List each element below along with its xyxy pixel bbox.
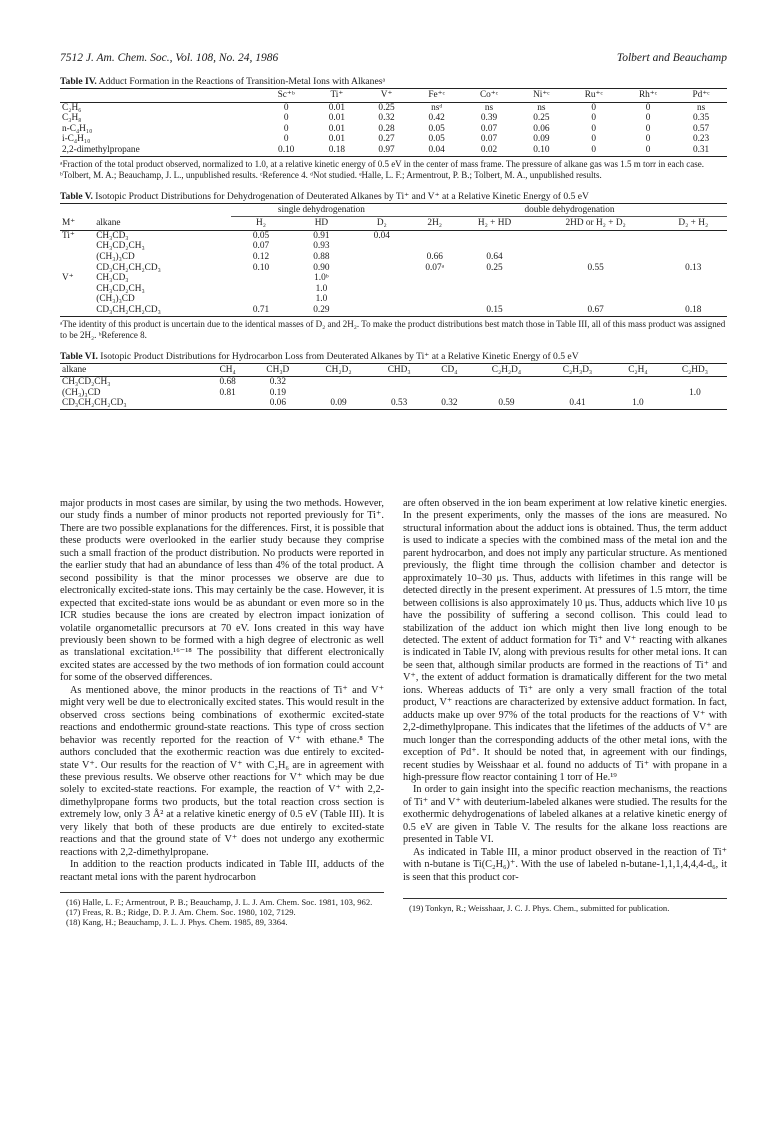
table-row [60, 134, 727, 145]
table-cell: CH₃CD₂CH₃ [96, 283, 145, 294]
table-cell [352, 273, 412, 284]
table-cell [412, 230, 457, 241]
paragraph: As indicated in Table III, a minor product observed in the reaction of Ti⁺ with n-butane is Ti(C₂H₆)⁺. With the use of labeled n-butane-1,1,1,4,4,4-d₆, it is seen that this product cor- [403, 846, 727, 883]
table-cell [412, 241, 457, 252]
paragraph: In order to gain insight into the specific reaction mechanisms, the reactions of Ti⁺ and V⁺ with deuterium-labeled alkanes were studied. The results for the exothermic dehydrogenations of labeled alkanes at a relative kinetic energy of 0.5 eV are given in Table V. The results for the alkane loss reactions are presented in Table VI. [403, 784, 727, 846]
table-cell: 0 [591, 134, 597, 145]
table-cell: 0.01 [328, 102, 345, 113]
table-cell: 0 [645, 134, 651, 145]
table-cell: 0.23 [692, 134, 710, 145]
table-iv-caption: Table IV. Adduct Formation in the Reactions of Transition-Metal Ions with Alkanesᵃ [60, 76, 386, 87]
table-cell: 0 [283, 102, 289, 113]
table-cell: (CH₃)₃CD [96, 294, 135, 305]
table-cell: 0 [567, 145, 621, 156]
table-cell [542, 388, 613, 399]
table-cell [428, 377, 471, 388]
table-cell [663, 398, 727, 409]
column-header: Rh⁺ᶜ [621, 89, 675, 103]
column-header: C₂HD₃ [663, 363, 727, 377]
column-header: CHD₃ [371, 363, 428, 377]
table-cell: 0.25 [486, 262, 503, 273]
table-cell: CD₃CH₂CH₂CD₃ [60, 398, 206, 409]
table-row [60, 230, 727, 241]
paragraph: In addition to the reaction products indicated in Table III, adducts of the reactant metal ions with the parent hydrocarbon [60, 859, 384, 883]
table-v-grid [60, 203, 727, 317]
table-cell: 0.10 [252, 262, 270, 273]
table-cell: ns [484, 102, 494, 113]
table-cell: 0.06 [249, 398, 306, 409]
table-v-footnote: ᵃThe identity of this product is uncertain due to the identical masses of D₂ and 2H₂. To make the product distributions best match those in Table III, all of this mass product was assigned to be 2H₂. ᵇReference 8. [60, 318, 726, 340]
table-cell: 0.07ᵃ [425, 262, 445, 273]
table-cell [532, 294, 660, 305]
table-cell: 1.0 [315, 294, 328, 305]
table-cell: 0.35 [692, 113, 710, 124]
table-cell: C₃H₈ [62, 113, 82, 124]
column-header: 2H₂ [412, 217, 457, 231]
table-cell [352, 305, 412, 316]
table-cell [371, 377, 428, 388]
table-cell: 0.90 [313, 262, 330, 273]
table-cell: 0.91 [313, 230, 330, 241]
table-cell: 0.15 [457, 305, 531, 316]
table-cell [60, 241, 94, 252]
table-row [60, 252, 727, 263]
table-cell: 0 [283, 113, 289, 124]
table-cell: (CH₃)₃CD [96, 251, 135, 262]
table-row [60, 263, 727, 274]
table-cell: ns [537, 102, 546, 113]
table-row [60, 102, 727, 113]
table-cell: 0.93 [313, 241, 330, 252]
reference: (18) Kang, H.; Beauchamp, J. L. J. Phys. Chem. 1985, 89, 3364. [66, 917, 288, 928]
table-row [60, 241, 727, 252]
table-cell: 0.29 [291, 305, 351, 316]
table-cell [231, 284, 291, 295]
table-cell: 0.12 [252, 251, 270, 262]
table-row [60, 113, 727, 124]
table-cell [471, 377, 542, 388]
table-cell [542, 377, 613, 388]
table-cell [306, 388, 370, 399]
table-cell: 0.07 [480, 123, 498, 134]
column-header: CH₄ [206, 363, 249, 377]
table-iv-footnote: ᵃFraction of the total product observed, normalized to 1.0, at a relative kinetic energy of 0.5 eV in the center of mass frame. The pressure of alkane gas was 1.5 m torr in each case. ᵇTolbert, M. A.; Beauchamp, J. L., unpublished results. ᶜReference 4. ᵈNot studied. ᵉHalle, L. F.; Armentrout, P. B.; Tolbert, M. A., unpublished results. [60, 158, 704, 180]
table-row [60, 145, 727, 156]
column-header: alkane [60, 363, 206, 377]
column-header: alkane [94, 217, 231, 231]
table-row [60, 273, 727, 284]
table-iv-grid [60, 88, 727, 157]
table-cell [532, 273, 660, 284]
table-cell: 0.39 [480, 113, 498, 124]
table-row [60, 284, 727, 295]
table-cell: CH₃CD₂CH₃ [62, 377, 111, 388]
table-cell: 0.09 [533, 134, 550, 145]
column-header: V⁺ [362, 89, 412, 103]
right-column [403, 498, 727, 928]
table-cell: CH₃CD₃ [96, 230, 129, 241]
table-cell: CH₃CD₂CH₃ [96, 241, 145, 252]
table-cell: 0.27 [378, 134, 395, 145]
column-header: Ni⁺ᶜ [516, 89, 566, 103]
table-cell [352, 241, 412, 252]
table-row [60, 398, 727, 409]
table-cell: 0 [645, 113, 651, 124]
journal-page [60, 52, 727, 410]
table-cell: 1.0ᵇ [314, 273, 329, 284]
table-row [60, 305, 727, 316]
table-cell: 0.59 [471, 398, 542, 409]
table-cell [231, 294, 291, 305]
table-cell [352, 294, 412, 305]
table-cell: 0.10 [516, 145, 566, 156]
footnote-references-left [60, 892, 384, 928]
table-row [60, 377, 727, 388]
table-cell: 0.18 [312, 145, 362, 156]
table-cell [371, 388, 428, 399]
table-cell: CD₃CH₂CH₂CD₃ [94, 305, 231, 316]
column-header: C₂H₄ [613, 363, 663, 377]
table-cell: 0.81 [219, 387, 236, 398]
reference: (19) Tonkyn, R.; Weisshaar, J. C. J. Phys. Chem., submitted for publication. [409, 903, 670, 914]
table-cell [412, 284, 457, 295]
table-cell: 0.10 [260, 145, 312, 156]
table-cell [457, 294, 531, 305]
column-header: HD [291, 217, 351, 231]
table-vi-caption: Table VI. Isotopic Product Distributions for Hydrocarbon Loss from Deuterated Alkanes by Ti⁺ at a Relative Kinetic Energy of 0.5 eV [60, 350, 579, 362]
column-header: Ru⁺ᶜ [567, 89, 621, 103]
left-column [60, 498, 384, 928]
table-cell [663, 377, 727, 388]
table-cell: 0.25 [378, 102, 395, 113]
running-header [60, 52, 727, 70]
table-cell: 0.19 [269, 387, 286, 398]
table-cell [412, 273, 457, 284]
table-cell: 0.04 [411, 145, 461, 156]
column-header: 2HD or H₂ + D₂ [532, 217, 660, 231]
column-header: Sc⁺ᵇ [260, 89, 312, 103]
table-cell [532, 241, 660, 252]
table-row [60, 294, 727, 305]
column-header: D₂ [352, 217, 412, 231]
column-header: D₂ + H₂ [660, 217, 727, 231]
table-cell [660, 294, 727, 305]
table-cell: 0.71 [231, 305, 291, 316]
table-cell: 0.04 [373, 230, 390, 241]
table-cell [660, 241, 727, 252]
table-cell: 2,2-dimethylpropane [60, 145, 260, 156]
table-cell: 0.01 [328, 134, 345, 145]
table-cell: 1.0 [689, 387, 701, 398]
table-cell [60, 284, 94, 295]
paragraph: As mentioned above, the minor products in the reactions of Ti⁺ and V⁺ might very well be due to electronically excited states. This would result in the observed cross sections being combinations of exothermic excited-state reactions and endothermic ground-state reactions. This type of cross section behavior was recently reported for the reaction of V⁺ with ethane.⁸ The authors concluded that the exothermic reaction was due entirely to excited-state V⁺. Our results for the reaction of V⁺ with C₂H₆ are in agreement with these previous results. We observe other reactions for V⁺ which may be due solely to excited-state reactions. For example, the reaction of V⁺ with 2,2-dimethylpropane forms two products, but the total reaction cross section is extremely low, only 3 Å² at a relative kinetic energy of 0.5 eV (Table III). It is very likely that both of these products are due entirely to excited-state reactions and that the ground state of V⁺ does not undergo any exothermic reactions with 2,2-dimethylpropane. [60, 684, 384, 858]
table-cell: 0 [283, 134, 289, 145]
table-cell [231, 273, 291, 284]
table-cell: (CH₃)₃CD [62, 387, 101, 398]
table-cell [306, 377, 370, 388]
table-cell [352, 252, 412, 263]
column-header: C₂H₃D₃ [542, 363, 613, 377]
table-cell: nsᵈ [431, 102, 443, 113]
column-header: Co⁺ᶜ [462, 89, 516, 103]
table-cell: 0.01 [328, 113, 345, 124]
reference: (17) Freas, R. B.; Ridge, D. P. J. Am. Chem. Soc. 1980, 102, 7129. [66, 907, 296, 918]
table-cell [412, 305, 457, 316]
table-cell: 0.88 [313, 251, 330, 262]
table-iv [60, 76, 727, 181]
table-cell: 0.55 [587, 262, 604, 273]
single-dehydrogenation-header: single dehydrogenation [231, 203, 412, 217]
column-header: CD₄ [428, 363, 471, 377]
table-cell: 0.13 [685, 262, 702, 273]
table-cell: 0 [591, 113, 597, 124]
table-cell: 0.66 [426, 251, 443, 262]
table-cell [352, 263, 412, 274]
table-cell: 0.53 [371, 398, 428, 409]
table-v [60, 191, 727, 341]
body-columns [60, 498, 727, 928]
table-cell [613, 388, 663, 399]
table-cell: 0.32 [428, 398, 471, 409]
column-header: H₂ + HD [457, 217, 531, 231]
table-cell [428, 388, 471, 399]
table-cell: n-C₄H₁₀ [62, 123, 93, 134]
table-cell: 0.07 [252, 241, 270, 252]
table-cell: 0.18 [660, 305, 727, 316]
table-cell [660, 284, 727, 295]
table-cell: 0.25 [533, 113, 550, 124]
table-cell [352, 284, 412, 295]
table-cell: 0.42 [428, 113, 445, 124]
table-cell: 0.41 [542, 398, 613, 409]
table-cell [660, 230, 727, 241]
table-cell: CH₃CD₃ [96, 273, 129, 284]
table-cell: 0.31 [675, 145, 727, 156]
column-header: CH₂D₂ [306, 363, 370, 377]
table-cell [660, 273, 727, 284]
table-row [60, 388, 727, 399]
table-cell: 0 [645, 123, 651, 134]
table-cell: 0.05 [428, 123, 445, 134]
table-cell: 0.32 [378, 113, 395, 124]
table-row [60, 124, 727, 135]
table-cell [60, 252, 94, 263]
table-cell [457, 230, 531, 241]
header-journal-info: 7512 J. Am. Chem. Soc., Vol. 108, No. 24, 1986 [60, 52, 279, 64]
table-cell [660, 252, 727, 263]
column-header: CH₃D [249, 363, 306, 377]
header-authors: Tolbert and Beauchamp [616, 52, 727, 64]
table-cell: V⁺ [62, 273, 74, 284]
table-cell: 0.97 [362, 145, 412, 156]
double-dehydrogenation-header: double dehydrogenation [412, 203, 727, 217]
table-cell: 0.01 [328, 123, 345, 134]
table-cell: 0.05 [252, 230, 270, 241]
table-cell [532, 284, 660, 295]
column-header: C₂H₂D₄ [471, 363, 542, 377]
table-cell: 0.02 [462, 145, 516, 156]
column-header: Ti⁺ [312, 89, 362, 103]
paragraph: major products in most cases are similar, by using the two methods. However, our study finds a number of minor products not reported previously for Ti⁺. There are two possible explanations for the differences. First, it is possible that these products were overlooked in the earlier study because they comprise such a small fraction of the product distribution. No products were reported in the earlier study that had an abundance of less than 4% of the total product. A second possibility is that the minor processes we observe are due to electronically excited-state ions. This may certainly be the case. However, it is expected that excited-state ions would be as abundant or even more so in the ICR studies because the ions are created by electron impact ionization of volatile organometallic precursors at 70 eV. Ions created in this way have previously been shown to be formed with a high degree of electronic as well as translational excitation.¹⁶⁻¹⁸ The possibility that different electronically excited states are accessed by the two methods of ion formation could account for some of the observed differences. [60, 498, 384, 684]
table-cell [60, 305, 94, 316]
table-cell: 0.09 [306, 398, 370, 409]
table-cell: 0 [591, 123, 597, 134]
table-cell [60, 294, 94, 305]
column-header [60, 89, 260, 103]
table-cell [532, 252, 660, 263]
table-vi-grid [60, 363, 727, 410]
table-cell: CD₃CH₂CH₂CD₃ [96, 262, 161, 273]
table-cell: Ti⁺ [62, 230, 75, 241]
table-cell: ns [696, 102, 706, 113]
table-cell: C₂H₆ [62, 102, 82, 113]
table-cell: 0.67 [532, 305, 660, 316]
table-cell: 0.07 [480, 134, 498, 145]
table-cell [206, 398, 249, 409]
table-cell: 0.06 [533, 123, 550, 134]
table-cell: 0.68 [219, 377, 236, 388]
table-cell: 1.0 [613, 398, 663, 409]
table-cell: i-C₄H₁₀ [62, 134, 91, 145]
table-cell [471, 388, 542, 399]
table-cell [457, 241, 531, 252]
table-cell: 0.05 [428, 134, 445, 145]
table-cell: 0.32 [269, 377, 286, 388]
reference: (16) Halle, L. F.; Armentrout, P. B.; Beauchamp, J. L. J. Am. Chem. Soc. 1981, 103, 962. [66, 897, 373, 908]
table-cell [457, 273, 531, 284]
table-cell: 0 [591, 102, 597, 113]
table-cell: 0 [283, 123, 289, 134]
column-header: M⁺ [60, 217, 94, 231]
table-cell [613, 377, 663, 388]
column-header: Fe⁺ᶜ [411, 89, 461, 103]
table-vi [60, 351, 727, 410]
table-cell [532, 230, 660, 241]
table-cell: 1.0 [315, 283, 328, 294]
table-cell [60, 263, 94, 274]
column-header: H₂ [231, 217, 291, 231]
column-header: Pd⁺ᶜ [675, 89, 727, 103]
table-cell [412, 294, 457, 305]
table-cell: 0.57 [692, 123, 710, 134]
table-cell: 0.28 [378, 123, 395, 134]
footnote-references-right [403, 898, 727, 913]
table-cell: 0 [621, 145, 675, 156]
table-v-caption: Table V. Isotopic Product Distributions for Dehydrogenation of Deuterated Alkanes by Ti⁺ and V⁺ at a Relative Kinetic Energy of 0.5 eV [60, 190, 589, 202]
table-cell: 0 [645, 102, 651, 113]
table-cell: 0.64 [486, 251, 503, 262]
table-cell [457, 284, 531, 295]
paragraph: are often observed in the ion beam experiment at low relative kinetic energies. In the present experiments, only the masses of the ions are measured. No structural information about the adduct ions is obtained. Thus, the term adduct is used to indicate a species with the combined mass of the metal ion and the parent hydrocarbon, and does not imply any particular structure. As mentioned previously, the flight time through the collision chamber and detector is approximately 10–30 μs. Thus, adducts with lifetimes in this range will be detected directly in the present experiment. At pressures of 1.5 mtorr, the time between collisions is also approximately 10 μs. Thus, adducts which live 10 μs have the possibility of suffering a second collison. This could lead to stabilization of the adduct ion which might then live long enough to be detected. The extent of adduct formation for Ti⁺ and V⁺ reacting with alkanes is indicated in Table IV, along with previous results for other metal ions. It can be seen that, although similar products are formed in the reactions of Ti⁺ and V⁺, the extent of adduct formation is dramatically different for the two metal ions. Whereas adducts of Ti⁺ are only a very small fraction of the total product, V⁺ reactions are characterized by extensive adduct formation. In fact, adducts make up over 97% of the total products for the reactions of V⁺ with 2,2-dimethylpropane. This indicates that the lifetimes of the adducts of V⁺ are much longer than the corresponding adducts of the other metal ions, with the exception of Pd⁺. It should be noted that, in agreement with our findings, recent studies by Weisshaar et al. found no adducts of Ti⁺ with propane in a high-pressure flow reactor containing 1 torr of He.¹⁹ [403, 498, 727, 783]
